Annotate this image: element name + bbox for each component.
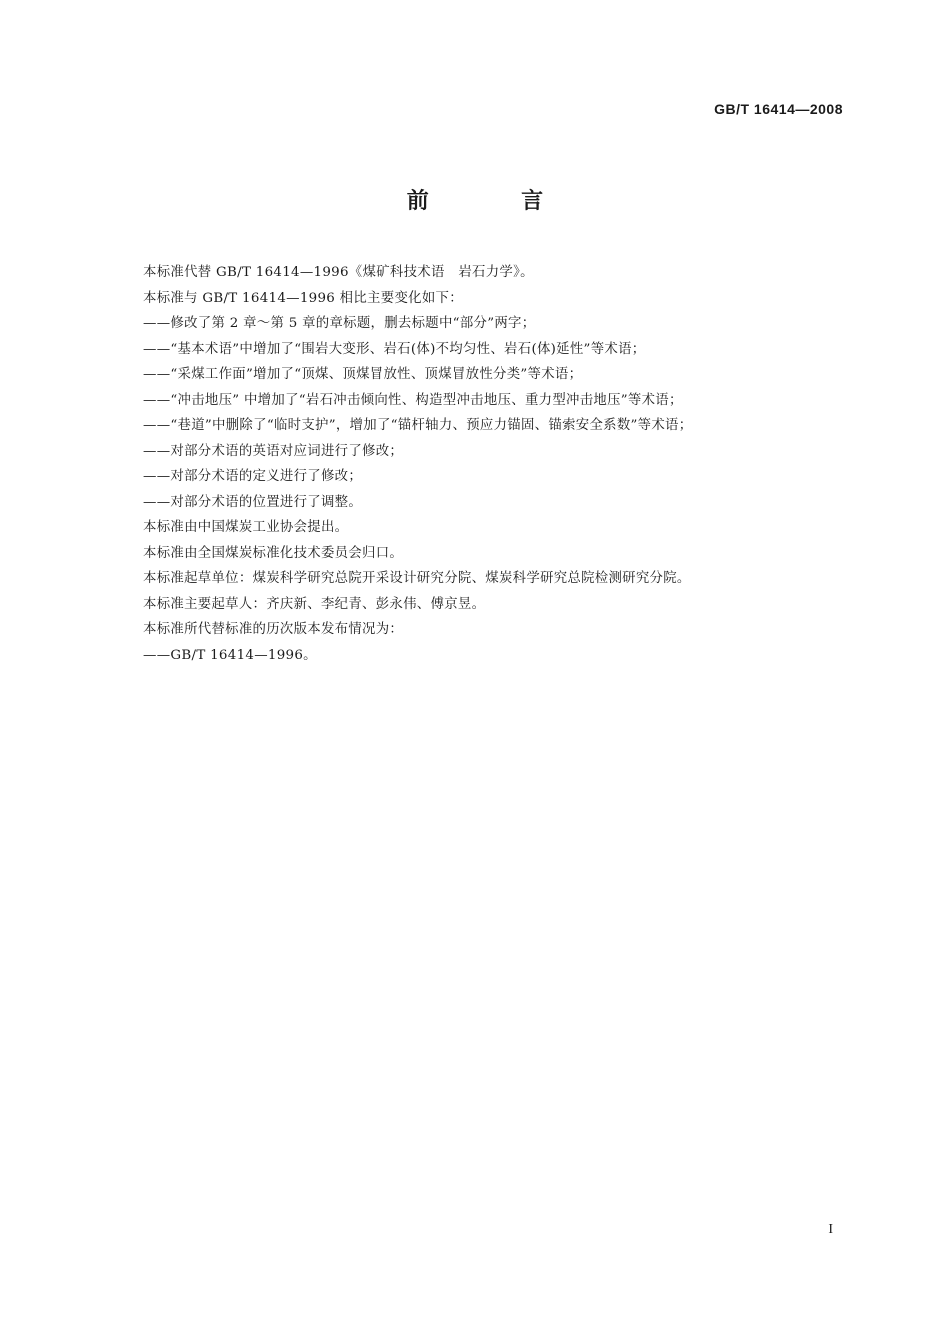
change-item-basic-terms: ——“基本术语”中增加了“围岩大变形、岩石(体)不均匀性、岩石(体)延性”等术语； [143, 341, 646, 357]
paragraph-drafters: 本标准主要起草人：齐庆新、李纪青、彭永伟、傅京昱。 [143, 596, 486, 612]
paragraph-replaces-standard: 本标准代替 GB/T 16414—1996《煤矿科技术语 岩石力学》。 [143, 265, 534, 280]
page-number: I [828, 1222, 833, 1237]
paragraph-main-changes-intro: 本标准与 GB/T 16414—1996 相比主要变化如下： [143, 290, 463, 306]
page-title: 前 言 [406, 189, 579, 214]
paragraph-previous-editions-intro: 本标准所代替标准的历次版本发布情况为： [143, 622, 404, 637]
change-item-english-equivalents: ——对部分术语的英语对应词进行了修改； [143, 443, 404, 459]
paragraph-drafting-units: 本标准起草单位：煤炭科学研究总院开采设计研究分院、煤炭科学研究总院检测研究分院。 [143, 571, 691, 586]
change-item-roadway: ——“巷道”中删除了“临时支护”，增加了“锚杆轴力、预应力锚固、锚索安全系数”等术语； [143, 418, 693, 433]
previous-edition-item: ——GB/T 16414—1996。 [143, 647, 317, 663]
change-item-coal-face: ——“采煤工作面”增加了“顶煤、顶煤冒放性、顶煤冒放性分类”等术语； [143, 367, 583, 382]
change-item-definitions: ——对部分术语的定义进行了修改； [143, 469, 363, 484]
change-item-rock-burst: ——“冲击地压” 中增加了“岩石冲击倾向性、构造型冲击地压、重力型冲击地压”等术语； [143, 392, 683, 408]
change-item-chapter-titles: ——修改了第 2 章～第 5 章的章标题，删去标题中“部分”两字； [143, 316, 536, 331]
document-code-header: GB/T 16414—2008 [714, 101, 843, 117]
change-item-positions: ——对部分术语的位置进行了调整。 [143, 494, 363, 510]
paragraph-centralized-by: 本标准由全国煤炭标准化技术委员会归口。 [143, 545, 404, 561]
paragraph-proposed-by: 本标准由中国煤炭工业协会提出。 [143, 520, 349, 535]
foreword-body [143, 260, 843, 668]
